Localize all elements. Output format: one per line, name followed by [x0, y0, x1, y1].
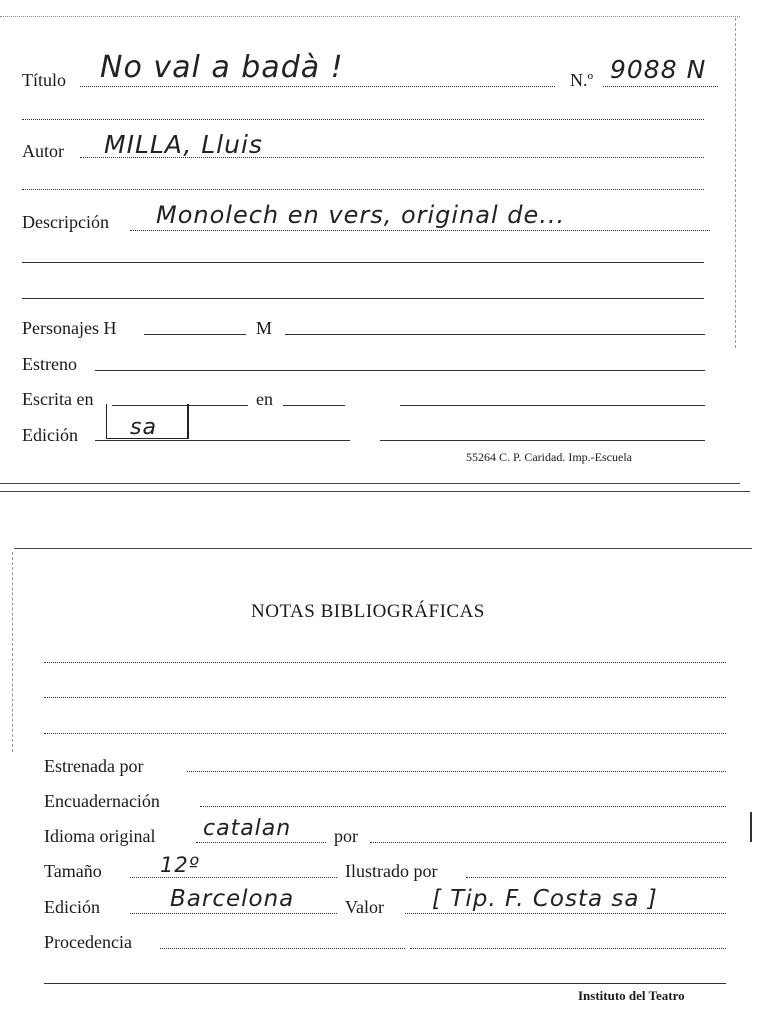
estrenada-line	[187, 771, 726, 772]
escrita-en-label: en	[256, 389, 273, 409]
blank-line-4	[22, 298, 704, 299]
titulo-label: Título	[22, 70, 66, 90]
notas-line-1	[44, 662, 726, 663]
edicion-line	[95, 440, 350, 441]
card-bottom-right-mark	[750, 812, 752, 842]
idioma-por-label: por	[334, 826, 358, 846]
procedencia-label: Procedencia	[44, 932, 132, 952]
blank-line-3	[22, 262, 704, 263]
card-top-right-edge	[735, 18, 736, 348]
descripcion-label: Descripción	[22, 212, 109, 232]
numero-line	[603, 86, 718, 87]
edicion-label: Edición	[22, 425, 78, 445]
notas-heading: NOTAS BIBLIOGRÁFICAS	[251, 601, 485, 622]
card-bottom-left-edge	[12, 552, 13, 752]
page-separator	[0, 491, 750, 492]
escrita-en-line-2	[400, 405, 705, 406]
personajes-m-label: M	[256, 318, 273, 338]
escrita-label: Escrita en	[22, 389, 94, 409]
valor-line	[405, 913, 726, 914]
estreno-label: Estreno	[22, 354, 77, 374]
valor-value: [ Tip. F. Costa sa ]	[432, 886, 658, 912]
idioma-label: Idioma original	[44, 826, 156, 846]
autor-label: Autor	[22, 141, 64, 161]
edicion-bottom-line	[130, 913, 337, 914]
personajes-h-line	[144, 334, 246, 335]
estreno-line	[95, 370, 705, 371]
card-top-bottom-border	[0, 483, 740, 484]
descripcion-line	[130, 230, 710, 231]
ilustrado-line	[466, 877, 726, 878]
idioma-value: catalan	[203, 816, 292, 841]
escrita-en-line	[283, 405, 345, 406]
edicion-value: sa	[130, 415, 157, 440]
descripcion-value: Monolech en vers, original de...	[156, 201, 566, 229]
valor-label: Valor	[345, 897, 384, 917]
card-top-border	[0, 16, 740, 17]
numero-value: 9088 N	[610, 55, 707, 84]
numero-label: N.º	[570, 70, 594, 90]
personajes-label: Personajes H	[22, 318, 117, 338]
card-bottom-top-border	[14, 548, 752, 549]
titulo-line	[80, 86, 555, 87]
idioma-line	[196, 842, 326, 843]
personajes-m-line	[285, 334, 705, 335]
tamano-label: Tamaño	[44, 861, 102, 881]
card-bottom	[0, 540, 759, 1028]
notas-line-3	[44, 733, 726, 734]
procedencia-line-2	[410, 948, 726, 949]
edicion-bottom-label: Edición	[44, 897, 100, 917]
institution-text: Instituto del Teatro	[578, 988, 685, 1003]
autor-line	[80, 157, 704, 158]
imprint-text: 55264 C. P. Caridad. Imp.-Escuela	[466, 450, 632, 464]
idioma-por-line	[370, 842, 726, 843]
bottom-rule	[44, 983, 726, 984]
blank-line-2	[22, 189, 704, 190]
blank-line-1	[22, 119, 704, 120]
edicion-bottom-value: Barcelona	[170, 886, 295, 912]
tamano-line	[130, 877, 337, 878]
encuadernacion-line	[200, 806, 726, 807]
edicion-line-2	[380, 440, 705, 441]
procedencia-line	[160, 948, 405, 949]
estrenada-label: Estrenada por	[44, 756, 144, 776]
ilustrado-label: Ilustrado por	[345, 861, 438, 881]
tamano-value: 12º	[160, 853, 200, 877]
titulo-value: No val a badà !	[100, 50, 344, 85]
autor-value: MILLA, Lluis	[104, 130, 263, 159]
notas-line-2	[44, 697, 726, 698]
encuadernacion-label: Encuadernación	[44, 791, 160, 811]
card-top	[0, 0, 759, 490]
